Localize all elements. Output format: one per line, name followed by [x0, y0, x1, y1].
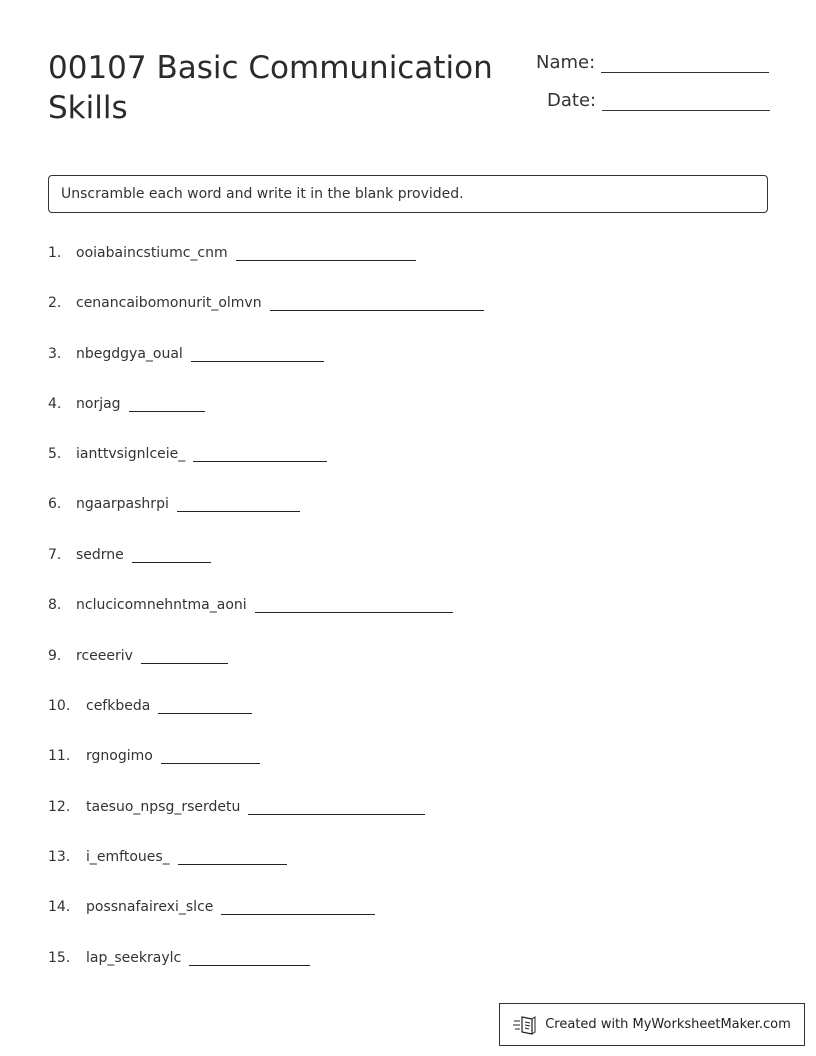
myworksheetmaker-logo-icon: [513, 1015, 537, 1035]
answer-blank[interactable]: [270, 310, 484, 311]
scrambled-word: possnafairexi_slce: [86, 899, 214, 915]
answer-blank[interactable]: [129, 411, 205, 412]
item-number: 1.: [48, 245, 62, 261]
answer-blank[interactable]: [255, 612, 453, 613]
footer-text: Created with MyWorksheetMaker.com: [545, 1017, 791, 1032]
list-item: [48, 242, 416, 264]
item-number: 3.: [48, 346, 62, 362]
list-item: [48, 292, 484, 314]
scrambled-word: ianttvsignlceie_: [76, 446, 186, 462]
date-field[interactable]: [547, 90, 770, 111]
answer-blank[interactable]: [177, 511, 300, 512]
scrambled-word: i_emftoues_: [86, 849, 170, 865]
scrambled-word: ooiabaincstiumc_cnm: [76, 245, 228, 261]
answer-blank[interactable]: [221, 914, 375, 915]
list-item: [48, 645, 228, 667]
answer-blank[interactable]: [141, 663, 228, 664]
list-item: [48, 393, 205, 415]
item-number: 13.: [48, 849, 71, 865]
answer-blank[interactable]: [191, 361, 324, 362]
answer-blank[interactable]: [193, 461, 327, 462]
item-number: 10.: [48, 698, 71, 714]
list-item: [48, 443, 327, 465]
answer-blank[interactable]: [178, 864, 287, 865]
item-number: 9.: [48, 648, 62, 664]
footer-credit: [499, 1003, 805, 1046]
answer-blank[interactable]: [161, 763, 260, 764]
list-item: [48, 695, 252, 717]
item-number: 2.: [48, 295, 62, 311]
scrambled-word: lap_seekraylc: [86, 950, 182, 966]
list-item: [48, 846, 287, 868]
item-number: 5.: [48, 446, 62, 462]
list-item: [48, 493, 300, 515]
scrambled-word: cefkbeda: [86, 698, 151, 714]
answer-blank[interactable]: [132, 562, 211, 563]
item-number: 11.: [48, 748, 71, 764]
scrambled-word: nbegdgya_oual: [76, 346, 183, 362]
list-item: [48, 947, 310, 969]
scrambled-word: rceeeriv: [76, 648, 133, 664]
answer-blank[interactable]: [158, 713, 252, 714]
worksheet-title: 00107 Basic Communication Skills: [48, 50, 493, 126]
name-label: Name:: [536, 52, 596, 73]
answer-blank[interactable]: [248, 814, 425, 815]
list-item: [48, 796, 425, 818]
list-item: [48, 544, 211, 566]
date-line[interactable]: [602, 110, 770, 111]
date-label: Date:: [547, 90, 597, 111]
scrambled-word: rgnogimo: [86, 748, 153, 764]
list-item: [48, 343, 324, 365]
scrambled-word: taesuo_npsg_rserdetu: [86, 799, 241, 815]
answer-blank[interactable]: [189, 965, 310, 966]
item-number: 12.: [48, 799, 71, 815]
item-number: 6.: [48, 496, 62, 512]
scrambled-word: nclucicomnehntma_aoni: [76, 597, 247, 613]
item-number: 15.: [48, 950, 71, 966]
scrambled-word: ngaarpashrpi: [76, 496, 169, 512]
name-line[interactable]: [601, 72, 769, 73]
item-number: 14.: [48, 899, 71, 915]
scrambled-word: sedrne: [76, 547, 124, 563]
list-item: [48, 594, 453, 616]
item-number: 8.: [48, 597, 62, 613]
answer-blank[interactable]: [236, 260, 416, 261]
list-item: [48, 745, 260, 767]
instructions-text: Unscramble each word and write it in the blank provided.: [61, 186, 464, 202]
scrambled-word: cenancaibomonurit_olmvn: [76, 295, 262, 311]
list-item: [48, 896, 375, 918]
scrambled-word: norjag: [76, 396, 121, 412]
name-field[interactable]: [536, 52, 769, 73]
instructions-box: [48, 175, 768, 213]
item-number: 7.: [48, 547, 62, 563]
item-number: 4.: [48, 396, 62, 412]
